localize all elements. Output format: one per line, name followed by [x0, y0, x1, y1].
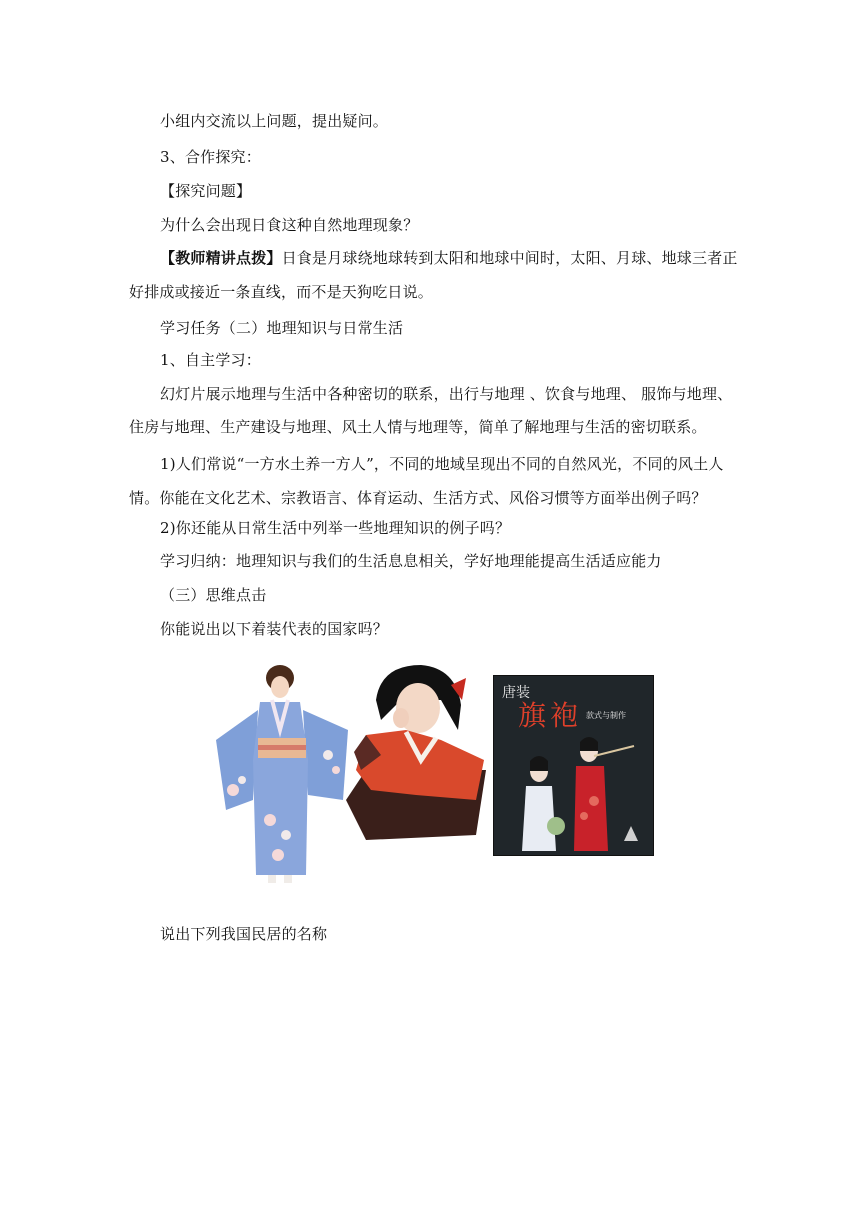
- paragraph-question-one: 1)人们常说“一方水土养一方人”，不同的地域呈现出不同的自然风光，不同的风土人情。你能在文化艺术、宗教语言、体育运动、生活方式、风俗习惯等方面举出例子吗？: [129, 455, 724, 507]
- paragraph-learning-task-two: 学习任务（二）地理知识与日常生活: [160, 319, 404, 337]
- paragraph-eclipse-question: 为什么会出现日食这种自然地理现象？: [160, 216, 419, 234]
- teacher-explanation-label: 【教师精讲点拨】: [160, 249, 282, 267]
- paragraph-question-two: 2)你还能从日常生活中列举一些地理知识的例子吗？: [160, 519, 511, 537]
- paragraph-thinking-click: （三）思维点击: [160, 586, 267, 604]
- paragraph-costume-question: 你能说出以下着装代表的国家吗？: [160, 620, 389, 638]
- paragraph-self-study: 1、自主学习：: [160, 351, 261, 369]
- paragraph-inquiry-question-heading: 【探究问题】: [160, 182, 252, 200]
- teacher-explanation-text: 日食是月球绕地球转到太阳和地球中间时，太阳、月球、地球三者正好排成或接近一条直线，而不是天狗吃日说。: [129, 249, 738, 301]
- paragraph-slideshow: 幻灯片展示地理与生活中各种密切的联系，出行与地理 、饮食与地理、 服饰与地理、住房与地理、生产建设与地理、风土人情与地理等，简单了解地理与生活的密切联系。: [129, 385, 733, 436]
- paragraph-learning-summary: 学习归纳：地理知识与我们的生活息息相关，学好地理能提高生活适应能力: [160, 552, 662, 570]
- paragraph-group-discussion: 小组内交流以上问题，提出疑问。: [160, 112, 389, 130]
- hanbok-image: [346, 660, 491, 840]
- paragraph-teacher-explanation: [129, 241, 740, 309]
- kimono-image: [208, 660, 358, 890]
- poster-main-title: 旗袍: [518, 699, 583, 732]
- qipao-poster-image: [493, 675, 654, 856]
- poster-small-title: 唐装: [502, 685, 530, 701]
- paragraph-dwelling-question: 说出下列我国民居的名称: [160, 925, 328, 943]
- poster-subtitle: 款式与制作: [586, 711, 626, 720]
- paragraph-cooperative-inquiry: 3、合作探究：: [160, 148, 261, 166]
- costume-figure: [200, 652, 660, 892]
